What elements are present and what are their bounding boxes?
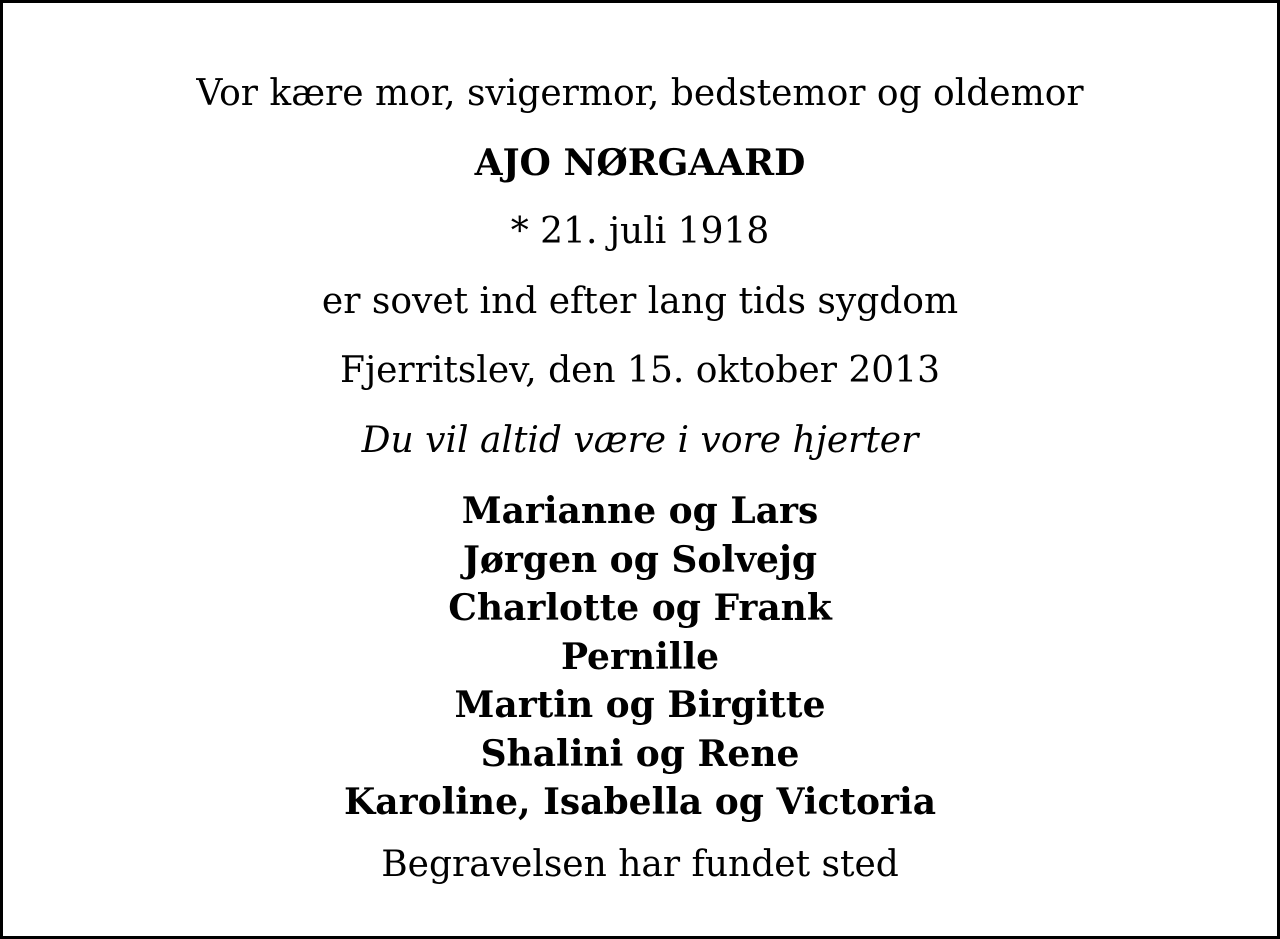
mourner-name: Jørgen og Solvejg <box>462 538 818 581</box>
tribute-line: Du vil altid være i vore hjerter <box>361 420 919 461</box>
funeral-note: Begravelsen har fundet sted <box>381 844 899 885</box>
mourners-list <box>3 489 1277 829</box>
mourner-name: Shalini og Rene <box>480 732 800 775</box>
intro-line: Vor kære mor, svigermor, bedstemor og oldemor <box>196 73 1084 114</box>
mourner-name: Marianne og Lars <box>461 490 819 532</box>
statement-line: er sovet ind efter lang tids sygdom <box>321 281 959 322</box>
mourner-name: Martin og Birgitte <box>454 684 826 726</box>
mourner-name: Charlotte og Frank <box>448 587 832 629</box>
place-date-line: Fjerritslev, den 15. oktober 2013 <box>339 350 940 391</box>
birth-date: * 21. juli 1918 <box>510 211 770 252</box>
deceased-name: AJO NØRGAARD <box>474 142 806 184</box>
mourner-name: Pernille <box>560 635 720 678</box>
mourner-name: Karoline, Isabella og Victoria <box>343 781 937 823</box>
